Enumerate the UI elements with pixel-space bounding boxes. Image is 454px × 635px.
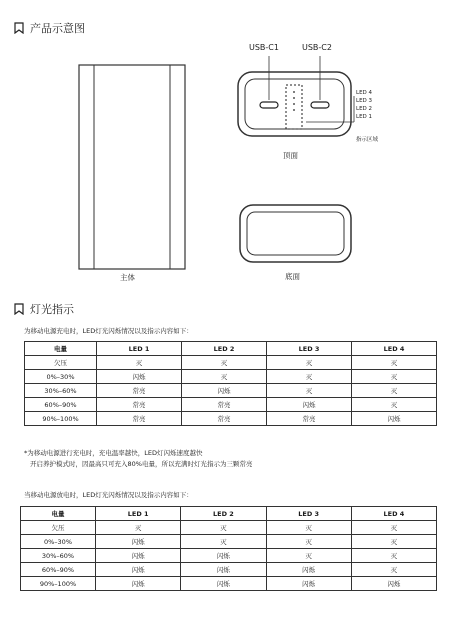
table-cell: 灭 xyxy=(351,535,436,549)
table-cell: 灭 xyxy=(352,398,437,412)
table-row xyxy=(25,356,437,370)
charging-table xyxy=(24,341,437,426)
table-row xyxy=(25,370,437,384)
table-cell: 闪烁 xyxy=(181,577,266,591)
table-cell: 灭 xyxy=(351,549,436,563)
table-cell: 灭 xyxy=(96,521,181,535)
table-cell: 常亮 xyxy=(267,412,352,426)
table-cell: 60%–90% xyxy=(25,398,97,412)
table-cell: 闪烁 xyxy=(96,535,181,549)
table-row xyxy=(21,535,437,549)
table-cell: 灭 xyxy=(267,356,352,370)
table-cell: 闪烁 xyxy=(352,412,437,426)
table-cell: 闪烁 xyxy=(351,577,436,591)
table-cell: 常亮 xyxy=(182,398,267,412)
table-cell: 闪烁 xyxy=(266,563,351,577)
header-cell: 电量 xyxy=(21,507,96,521)
table-cell: 常亮 xyxy=(182,412,267,426)
usb-c1-label: USB-C1 xyxy=(249,43,279,52)
table-row xyxy=(21,521,437,535)
table-cell: 欠压 xyxy=(21,521,96,535)
charging-note-line1: *为移动电源进行充电时，充电温率越快，LED灯闪烁速度越快 xyxy=(24,449,203,457)
table-cell: 60%–90% xyxy=(21,563,96,577)
bookmark-icon xyxy=(14,22,24,34)
table-row xyxy=(25,412,437,426)
table-cell: 30%–60% xyxy=(21,549,96,563)
header-cell: LED 2 xyxy=(182,342,267,356)
table-cell: 灭 xyxy=(266,535,351,549)
table-cell: 灭 xyxy=(181,535,266,549)
table-cell: 灭 xyxy=(351,521,436,535)
table-cell: 闪烁 xyxy=(181,549,266,563)
bottom-view-label: 底面 xyxy=(285,272,300,281)
section-title-product: 产品示意图 xyxy=(30,22,85,35)
table-cell: 0%–30% xyxy=(21,535,96,549)
header-cell: LED 2 xyxy=(181,507,266,521)
table-cell: 闪烁 xyxy=(97,370,182,384)
header-cell: LED 3 xyxy=(267,342,352,356)
table-cell: 常亮 xyxy=(97,398,182,412)
table-cell: 灭 xyxy=(267,370,352,384)
table-cell: 闪烁 xyxy=(266,577,351,591)
table-cell: 常亮 xyxy=(97,412,182,426)
bottom-view-drawing xyxy=(238,203,354,265)
table-row xyxy=(25,384,437,398)
led2-label: LED 2 xyxy=(356,106,373,112)
led1-label: LED 1 xyxy=(356,114,373,120)
header-cell: LED 3 xyxy=(266,507,351,521)
table-cell: 90%–100% xyxy=(25,412,97,426)
table-cell: 灭 xyxy=(352,384,437,398)
table-cell: 90%–100% xyxy=(21,577,96,591)
table-cell: 灭 xyxy=(97,356,182,370)
table-cell: 闪烁 xyxy=(96,549,181,563)
table-header-row xyxy=(25,342,437,356)
top-view-label: 顶面 xyxy=(283,151,298,160)
header-cell: LED 1 xyxy=(97,342,182,356)
table-cell: 灭 xyxy=(351,563,436,577)
table-cell: 常亮 xyxy=(97,384,182,398)
table-row xyxy=(21,577,437,591)
section-title-lights: 灯光指示 xyxy=(30,303,74,316)
table-header-row xyxy=(21,507,437,521)
table-cell: 灭 xyxy=(182,370,267,384)
led3-label: LED 3 xyxy=(356,98,373,104)
table-cell: 闪烁 xyxy=(182,384,267,398)
table-cell: 灭 xyxy=(266,521,351,535)
discharging-intro: 当移动电源放电时，LED灯光闪烁情况以及指示内容如下： xyxy=(24,491,193,499)
table-cell: 闪烁 xyxy=(96,577,181,591)
table-cell: 灭 xyxy=(352,370,437,384)
main-body-drawing xyxy=(78,64,188,272)
charging-note-line2: 开启养护模式时，因最高只可充入80%电量，所以充满时灯光指示为三颗常亮 xyxy=(30,460,253,468)
table-cell: 30%–60% xyxy=(25,384,97,398)
led4-label: LED 4 xyxy=(356,90,373,96)
product-diagram-heading xyxy=(14,20,85,36)
main-body-label: 主体 xyxy=(120,273,135,282)
table-row xyxy=(21,549,437,563)
table-cell: 闪烁 xyxy=(96,563,181,577)
table-cell: 灭 xyxy=(182,356,267,370)
discharging-table xyxy=(20,506,437,591)
header-cell: LED 4 xyxy=(351,507,436,521)
header-cell: LED 4 xyxy=(352,342,437,356)
table-cell: 灭 xyxy=(352,356,437,370)
header-cell: LED 1 xyxy=(96,507,181,521)
table-cell: 欠压 xyxy=(25,356,97,370)
table-row xyxy=(21,563,437,577)
header-cell: 电量 xyxy=(25,342,97,356)
usb-c2-label: USB-C2 xyxy=(302,43,332,52)
table-cell: 0%–30% xyxy=(25,370,97,384)
table-cell: 灭 xyxy=(267,384,352,398)
indicator-area-label: 指示区域 xyxy=(356,137,379,143)
table-cell: 闪烁 xyxy=(181,563,266,577)
table-cell: 闪烁 xyxy=(267,398,352,412)
table-cell: 灭 xyxy=(266,549,351,563)
bookmark-icon xyxy=(14,303,24,315)
table-cell: 灭 xyxy=(181,521,266,535)
charging-intro: 为移动电源充电时，LED灯光闪烁情况以及指示内容如下： xyxy=(24,327,193,335)
table-row xyxy=(25,398,437,412)
light-indicator-heading xyxy=(14,301,74,317)
